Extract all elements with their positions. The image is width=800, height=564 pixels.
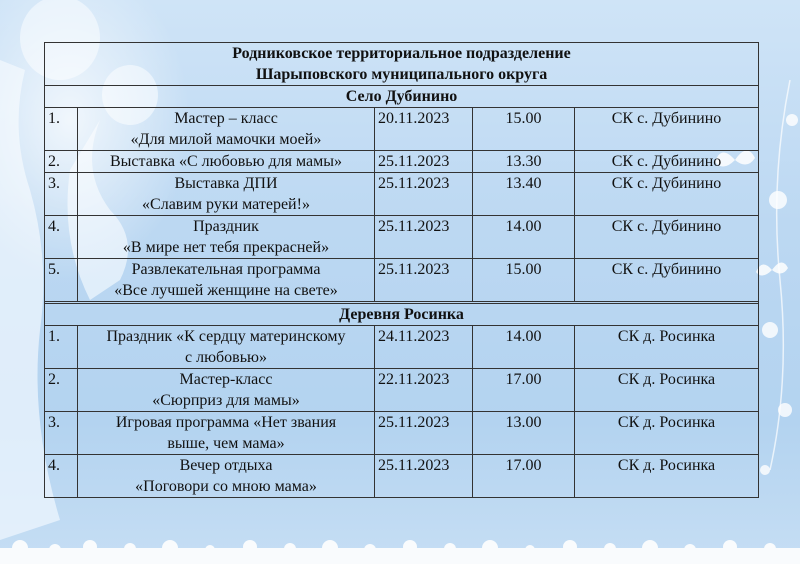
event-name (78, 369, 375, 412)
table-row (45, 216, 759, 259)
table-header (45, 43, 759, 86)
event-date: 25.11.2023 (375, 455, 473, 498)
event-name (78, 412, 375, 455)
event-name-line: Мастер-класс (179, 371, 273, 388)
event-name-line: «Все лучшей женщине на свете» (114, 282, 338, 299)
event-time: 14.00 (473, 326, 575, 369)
event-name-line: «Для милой мамочки моей» (130, 131, 322, 148)
event-name-line: Игровая программа «Нет звания (115, 414, 337, 431)
event-name-line: Праздник (193, 218, 259, 235)
table-row (45, 455, 759, 498)
event-name (78, 326, 375, 369)
event-name (78, 216, 375, 259)
event-date: 24.11.2023 (375, 326, 473, 369)
table-header-row (45, 43, 759, 86)
row-number: 3. (45, 412, 78, 455)
floral-border-icon (0, 540, 800, 564)
table-row (45, 259, 759, 302)
event-name-line: «Славим руки матерей!» (142, 196, 310, 213)
section-title-row (45, 304, 759, 326)
event-name (78, 173, 375, 216)
event-place: СК с. Дубинино (575, 108, 759, 151)
row-number: 1. (45, 326, 78, 369)
table-row (45, 326, 759, 369)
event-date: 22.11.2023 (375, 369, 473, 412)
event-schedule-table (44, 42, 759, 498)
header-line-1: Родниковское территориальное подразделение (232, 45, 571, 62)
event-name-line: Выставка «С любовью для мамы» (109, 153, 343, 170)
table-row (45, 369, 759, 412)
event-date: 25.11.2023 (375, 412, 473, 455)
section-title: Деревня Росинка (45, 304, 759, 326)
event-name-line: Вечер отдыха (179, 457, 273, 474)
row-number: 3. (45, 173, 78, 216)
event-place: СК д. Росинка (575, 412, 759, 455)
event-place: СК с. Дубинино (575, 151, 759, 173)
event-place: СК с. Дубинино (575, 259, 759, 302)
event-name (78, 455, 375, 498)
event-time: 17.00 (473, 455, 575, 498)
event-name-line: выше, чем мама» (167, 435, 285, 452)
event-name-line: «Поговори со мною мама» (135, 478, 317, 495)
event-time: 13.30 (473, 151, 575, 173)
header-line-2: Шарыповского муниципального округа (255, 66, 548, 83)
event-date: 25.11.2023 (375, 216, 473, 259)
event-name-line: «Сюрприз для мамы» (152, 392, 300, 409)
event-date: 25.11.2023 (375, 151, 473, 173)
section-title-row (45, 86, 759, 108)
event-place: СК д. Росинка (575, 455, 759, 498)
event-time: 14.00 (473, 216, 575, 259)
event-place: СК с. Дубинино (575, 173, 759, 216)
row-number: 4. (45, 455, 78, 498)
event-name-line: Мастер – класс (174, 110, 278, 127)
event-time: 13.00 (473, 412, 575, 455)
event-place: СК д. Росинка (575, 326, 759, 369)
event-date: 20.11.2023 (375, 108, 473, 151)
event-time: 15.00 (473, 259, 575, 302)
table-row (45, 173, 759, 216)
event-time: 13.40 (473, 173, 575, 216)
event-name (78, 151, 375, 173)
row-number: 5. (45, 259, 78, 302)
table-row (45, 412, 759, 455)
event-name-line: «В мире нет тебя прекрасней» (122, 239, 330, 256)
event-time: 15.00 (473, 108, 575, 151)
row-number: 1. (45, 108, 78, 151)
event-place: СК с. Дубинино (575, 216, 759, 259)
event-name-line: Выставка ДПИ (174, 175, 278, 192)
row-number: 4. (45, 216, 78, 259)
event-name-line: с любовью» (185, 349, 267, 366)
row-number: 2. (45, 369, 78, 412)
event-date: 25.11.2023 (375, 173, 473, 216)
event-date: 25.11.2023 (375, 259, 473, 302)
event-name (78, 259, 375, 302)
event-name-line: Развлекательная программа (131, 261, 321, 278)
table-row (45, 151, 759, 173)
table-row (45, 108, 759, 151)
event-name (78, 108, 375, 151)
row-number: 2. (45, 151, 78, 173)
event-name-line: Праздник «К сердцу материнскому (106, 328, 346, 345)
event-time: 17.00 (473, 369, 575, 412)
event-place: СК д. Росинка (575, 369, 759, 412)
section-title: Село Дубинино (45, 86, 759, 108)
